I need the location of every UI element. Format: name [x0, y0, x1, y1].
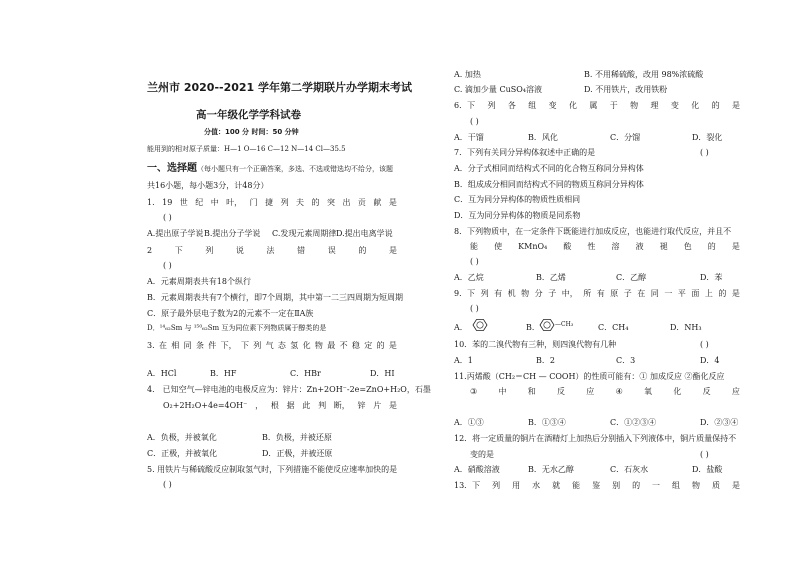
option-b: B．风化 [528, 133, 558, 142]
question-text-segment: 机 [507, 289, 516, 298]
option-c: C．原子最外层电子数为2的元素不一定在ⅡA族 [147, 309, 314, 318]
option-d: D．HI [370, 369, 395, 378]
question-text-segment: 能 [572, 481, 581, 490]
question-text-segment: 列 [492, 481, 501, 490]
section1-title: 一、选择题 [147, 163, 197, 174]
question-text-segment: 此 [302, 401, 311, 410]
question-text-segment: 态 [277, 341, 286, 350]
option-d: D．NH₃ [670, 323, 702, 332]
question-text-segment: 9．下 [454, 289, 476, 298]
question-4: 4． 已知空气—锌电池的电极反应为：锌片：Zn+2OH⁻-2e=ZnO+H₂O，石墨 [147, 385, 431, 394]
question-text-segment: 有 [596, 289, 605, 298]
question-11: 11.丙烯酸（CH₂＝CH — COOH）的性质可能有：① 加成反应 ②酯化反应 [454, 372, 725, 381]
question-12-cont: 变的是 [470, 450, 494, 459]
question-1 [147, 199, 397, 207]
exam-subtitle: 高一年级化学学科试卷 [196, 109, 301, 121]
option-c: C．CH₄ [598, 323, 629, 332]
right-column [400, 0, 794, 562]
question-text-segment: ④ [615, 387, 623, 396]
question-text-segment: 组 [672, 481, 681, 490]
option-d: D．②③④ [700, 418, 739, 427]
question-3 [147, 342, 397, 350]
option-a: A. 加热 [454, 70, 481, 79]
question-text-segment: 不 [339, 341, 348, 350]
option-b: B.提出分子学说 [204, 229, 261, 238]
option-d: D.提出电离学说 [336, 229, 393, 238]
question-text-segment: 应 [586, 387, 595, 396]
question-text-segment: 最 [327, 341, 336, 350]
question-text-segment: 相 [171, 341, 180, 350]
question-text-segment: 别 [612, 481, 621, 490]
question-text-segment: 是 [731, 289, 740, 298]
question-text-segment: 变 [548, 101, 557, 110]
question-text-segment: 6．下 [454, 101, 476, 110]
question-text-segment: 根 [270, 401, 279, 410]
option-d: D．互为同分异构体的物质是同系物 [454, 211, 581, 220]
question-text-segment: 下 [174, 246, 183, 255]
question-text-segment: 捷 [265, 198, 274, 207]
question-text-segment: 误 [327, 246, 336, 255]
option-a: A．①③ [454, 418, 484, 427]
question-text-segment: 列 [480, 289, 489, 298]
option-d: D．¹⁴₆₂Sm 与 ¹⁵⁰₆₂Sm 互为同位素下列物质属于醇类的是 [147, 324, 327, 332]
question-text-segment: 色 [683, 242, 692, 251]
option-b: B．①③④ [528, 418, 566, 427]
question-text-segment: 是 [731, 101, 740, 110]
question-text-segment: 的 [632, 481, 641, 490]
option-c: C．3 [616, 356, 636, 365]
question-text-segment: 的 [311, 198, 320, 207]
question-text-segment: 使 [494, 242, 503, 251]
question-text-segment: 法 [266, 246, 275, 255]
question-text-segment: 的 [718, 289, 727, 298]
question-text-segment: 水 [532, 481, 541, 490]
question-text-segment: ， [255, 401, 264, 410]
question-8-cont [470, 243, 740, 251]
question-text-segment: 出 [342, 198, 351, 207]
question-text-segment: 1. [147, 198, 155, 207]
question-text-segment: 气 [265, 341, 274, 350]
section1-desc-a: （每小题只有一个正确答案，多选、不选或错选均不给分，该题 [197, 165, 393, 173]
question-text-segment: O₂+2H₂O+4e=4OH⁻ [163, 401, 248, 410]
question-text-segment: 说 [235, 246, 244, 255]
question-text-segment: 化 [568, 101, 577, 110]
option-c: C．分馏 [610, 133, 641, 142]
question-13 [454, 482, 740, 490]
question-text-segment: 是 [388, 198, 397, 207]
question-text-segment: 物 [314, 341, 323, 350]
exam-title: 兰州市 2020--2021 学年第二学期联片办学期末考试 [147, 81, 413, 94]
answer-blank: ( ) [163, 261, 172, 270]
option-c: C．乙醇 [616, 273, 647, 282]
question-text-segment: 是 [731, 242, 740, 251]
question-text-segment: 平 [677, 289, 686, 298]
question-text-segment: 各 [507, 101, 516, 110]
option-c: C.发现元素周期律 [272, 229, 337, 238]
option-c: C．正极，并被氧化 [147, 449, 218, 458]
question-text-segment: 中 [210, 198, 219, 207]
question-text-segment: 于 [609, 101, 618, 110]
option-d: D. 不用铁片，改用铁粉 [584, 85, 668, 94]
question-12: 12．将一定质量的铜片在酒精灯上加热后分别插入下列液体中，铜片质量保持不 [454, 434, 737, 443]
question-text-segment: 是 [389, 401, 397, 410]
question-text-segment: 所 [583, 289, 592, 298]
question-10: 10．苯的二溴代物有三种，则四溴代物有几种 [454, 340, 617, 349]
option-d: D．盐酸 [692, 465, 723, 474]
question-text-segment: 的 [358, 246, 367, 255]
question-text-segment: 是 [388, 246, 397, 255]
option-a: A．HCl [147, 369, 177, 378]
question-text-segment: 化 [302, 341, 311, 350]
question-text-segment: 条 [195, 341, 204, 350]
option-b: B．无水乙醇 [528, 465, 574, 474]
question-text-segment: 褪 [659, 242, 668, 251]
question-text-segment: 能 [470, 242, 478, 251]
option-b: B．组成成分相同而结构式不同的物质互称同分异构体 [454, 180, 644, 189]
question-text-segment: 液 [635, 242, 644, 251]
question-5: 5. 用铁片与稀硫酸反应制取氢气时，下列措施不能使反应速率加快的是 [147, 465, 398, 474]
question-text-segment: 2 [147, 246, 153, 255]
answer-blank: ( ) [470, 257, 479, 266]
option-c: C．互为同分异构体的物质性质相同 [454, 195, 581, 204]
question-text-segment: 错 [297, 246, 306, 255]
question-8: 8．下列物质中，在一定条件下既能进行加成反应，也能进行取代反应，并且不 [454, 227, 732, 236]
question-text-segment: 氢 [290, 341, 299, 350]
question-text-segment: 面 [691, 289, 700, 298]
option-c: C. 滴加少量 CuSO₄溶液 [454, 85, 542, 94]
answer-blank: ( ) [700, 148, 709, 157]
atomic-masses: 能用到的相对原子质量：H—1 O—16 C—12 N—14 Cl—35.5 [147, 145, 346, 153]
option-a: A． [454, 323, 468, 332]
question-text-segment: KMnO₄ [518, 242, 548, 251]
question-text-segment: 19 [162, 198, 173, 207]
option-d: D．裂化 [692, 133, 723, 142]
methyl-group-label: —CH₃ [555, 321, 574, 328]
question-text-segment: 变 [670, 101, 679, 110]
question-text-segment: 锌 [357, 401, 366, 410]
question-2 [147, 247, 397, 255]
question-text-segment: 在 [158, 341, 167, 350]
question-text-segment: 世 [179, 198, 188, 207]
question-text-segment: 片 [373, 401, 382, 410]
question-text-segment: 同 [650, 289, 659, 298]
question-text-segment: 定 [364, 341, 373, 350]
question-text-segment: 下， [220, 341, 237, 350]
question-text-segment: 上 [704, 289, 713, 298]
question-text-segment: 据 [286, 401, 295, 410]
answer-blank: ( ) [163, 213, 172, 222]
option-b: B．2 [536, 356, 555, 365]
question-text-segment: 列 [253, 341, 262, 350]
question-4-cont [163, 402, 397, 410]
option-a: A．分子式相同而结构式不同的化合物互称同分异构体 [454, 164, 644, 173]
option-b: B. 不用稀硫酸，改用 98%浓硫酸 [584, 70, 704, 79]
benzene-icon [468, 318, 492, 332]
question-text-segment: 贡 [357, 198, 366, 207]
option-a: A．元素周期表共有18个纵行 [147, 277, 251, 286]
question-text-segment: 的 [376, 341, 385, 350]
question-text-segment: 列 [205, 246, 214, 255]
option-b: B．负极，并被还原 [262, 433, 332, 442]
question-text-segment: 件 [208, 341, 217, 350]
question-text-segment: 的 [707, 242, 716, 251]
question-text-segment: 物 [521, 289, 530, 298]
answer-blank: ( ) [163, 480, 172, 489]
question-text-segment: 列 [487, 101, 496, 110]
question-text-segment: 化 [673, 387, 682, 396]
question-text-segment: 断， [333, 401, 350, 410]
option-a: A．硝酸溶液 [454, 465, 500, 474]
answer-blank: ( ) [700, 450, 709, 459]
question-text-segment: 是 [731, 481, 740, 490]
score-time: 分值：100 分 时间：50 分钟 [204, 128, 299, 136]
option-b: B． [526, 323, 540, 332]
question-text-segment: 有 [494, 289, 503, 298]
question-text-segment: 质 [712, 481, 720, 490]
section1-desc-b: 共16小题，每小题3分，计48分） [147, 181, 269, 190]
question-text-segment: 叶， [226, 198, 243, 207]
question-text-segment: 性 [587, 242, 596, 251]
question-text-segment: 分 [534, 289, 543, 298]
question-text-segment: 一 [652, 481, 661, 490]
question-text-segment: 酸 [563, 242, 572, 251]
option-a: A．乙烷 [454, 273, 484, 282]
option-a: A.提出原子学说 [147, 229, 204, 238]
question-text-segment: 和 [527, 387, 536, 396]
question-text-segment: 下 [240, 341, 249, 350]
question-text-segment: 中 [498, 387, 507, 396]
question-text-segment: 同 [183, 341, 192, 350]
question-text-segment: 13．下 [454, 481, 481, 490]
question-text-segment: 子 [623, 289, 632, 298]
question-text-segment: 就 [552, 481, 561, 490]
question-text-segment: 突 [326, 198, 335, 207]
option-d: D．正极，并被还原 [262, 449, 333, 458]
question-text-segment: 3. [147, 341, 155, 350]
option-a: A．干馏 [454, 133, 484, 142]
question-text-segment: 判 [318, 401, 327, 410]
question-text-segment: ③ [470, 387, 478, 396]
question-text-segment: 是 [388, 341, 397, 350]
question-6 [454, 102, 740, 110]
option-d: D．4 [700, 356, 720, 365]
question-text-segment: 列 [280, 198, 289, 207]
question-text-segment: 献 [373, 198, 382, 207]
answer-blank: ( ) [470, 117, 479, 126]
option-b: B．HF [210, 369, 237, 378]
question-text-segment: 用 [512, 481, 521, 490]
option-b: B．乙烯 [536, 273, 566, 282]
question-text-segment: 中， [561, 289, 578, 298]
option-c: C．石灰水 [610, 465, 649, 474]
option-c: C．HBr [290, 369, 321, 378]
question-text-segment: 夫 [296, 198, 305, 207]
answer-blank: ( ) [470, 304, 479, 313]
question-text-segment: 物 [692, 481, 701, 490]
question-text-segment: 子 [548, 289, 557, 298]
question-text-segment: 的 [711, 101, 720, 110]
option-c: C．①②③④ [610, 418, 657, 427]
answer-blank: ( ) [700, 340, 709, 349]
question-text-segment: 鉴 [592, 481, 601, 490]
question-text-segment: 属 [589, 101, 598, 110]
question-text-segment: 原 [610, 289, 619, 298]
question-text-segment: 物 [630, 101, 639, 110]
question-text-segment: 反 [702, 387, 711, 396]
question-text-segment: 稳 [351, 341, 360, 350]
question-text-segment: 应 [731, 387, 740, 396]
question-text-segment: 化 [691, 101, 700, 110]
question-text-segment: 在 [637, 289, 646, 298]
question-9 [454, 290, 740, 298]
question-11-cont [470, 388, 740, 396]
option-d: D．苯 [700, 273, 723, 282]
option-a: A．1 [454, 356, 473, 365]
question-text-segment: 溶 [611, 242, 620, 251]
question-text-segment: 反 [557, 387, 566, 396]
question-text-segment: 组 [528, 101, 537, 110]
option-b: B．元素周期表共有7个横行，即7个周期，其中第一二三四周期为短周期 [147, 293, 404, 302]
question-text-segment: 一 [664, 289, 673, 298]
question-text-segment: 纪 [195, 198, 204, 207]
question-text-segment: 理 [650, 101, 659, 110]
question-text-segment: 氧 [644, 387, 653, 396]
question-text-segment: 门 [249, 198, 258, 207]
question-7: 7．下列有关同分异构体叙述中正确的是 [454, 148, 596, 157]
section1-header [147, 164, 393, 174]
option-a: A．负极，并被氧化 [147, 433, 217, 442]
